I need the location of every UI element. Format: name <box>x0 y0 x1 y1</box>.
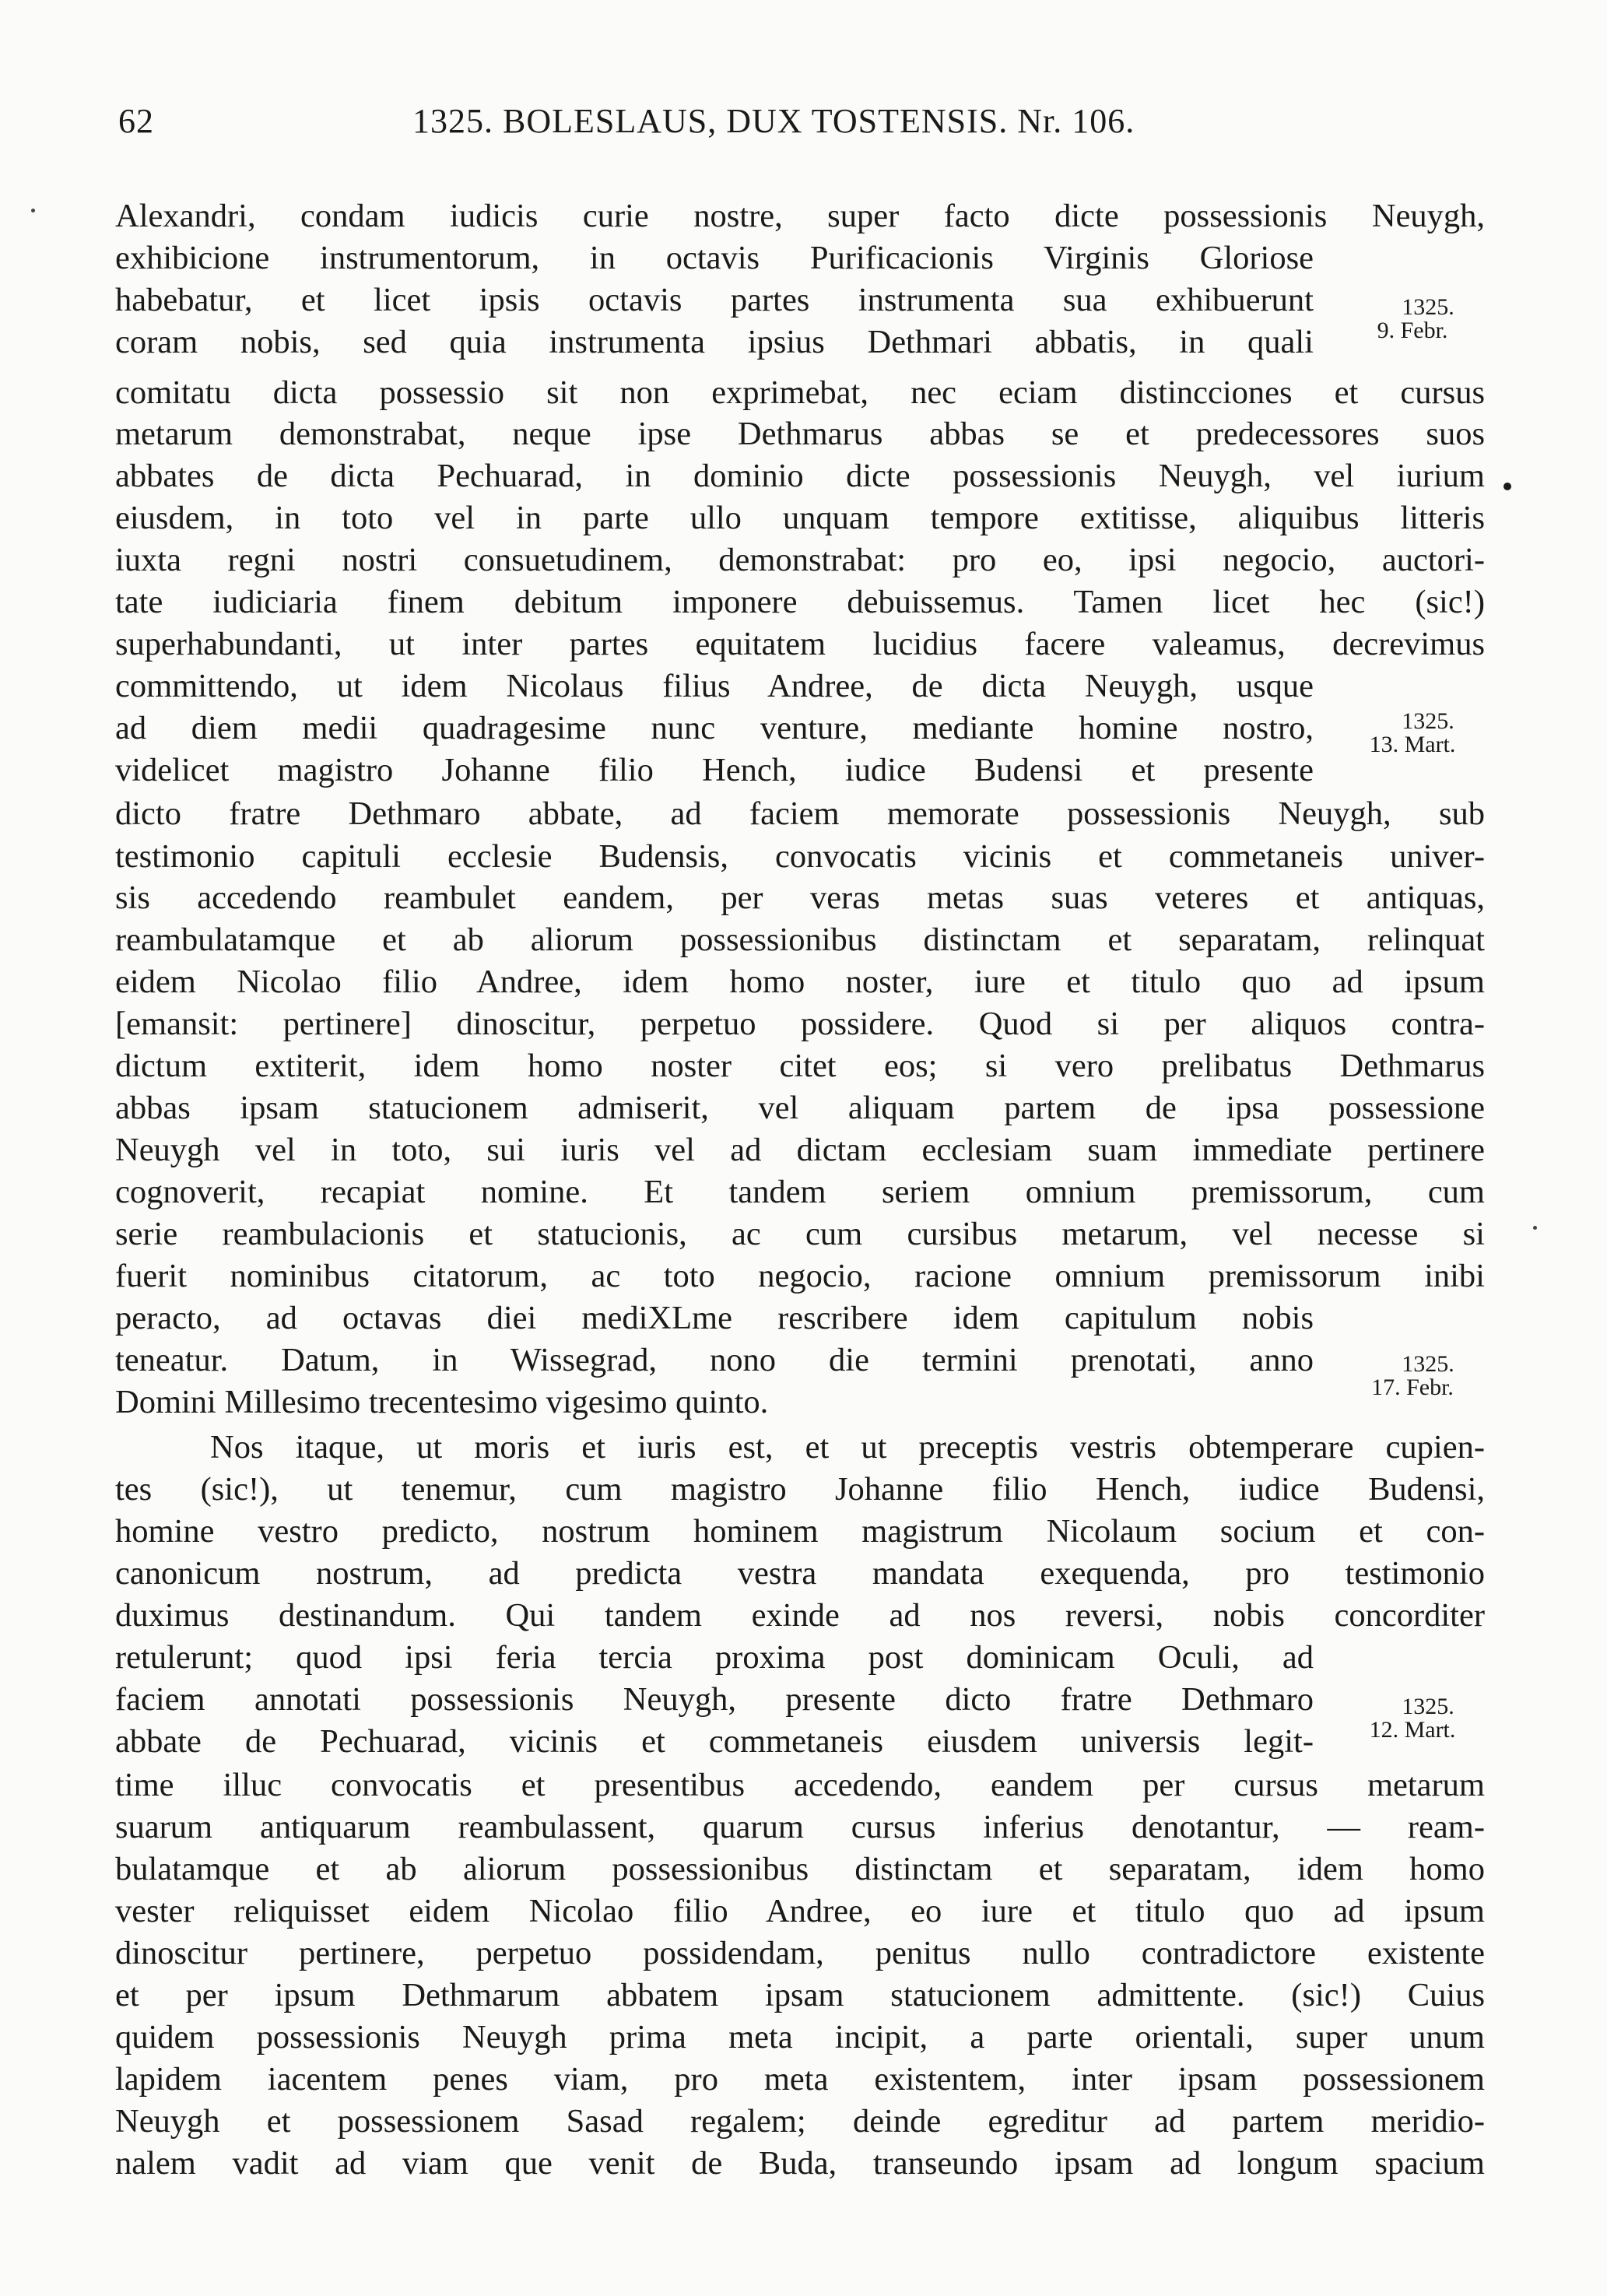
text-line: habebatur, et licet ipsis octavis partes instrumenta sua exhibuerunt <box>115 282 1314 318</box>
text-line: dictum extiterit, idem homo noster citet eos; si vero prelibatus Dethmarus <box>115 1048 1485 1084</box>
margin-date-note <box>1339 296 1486 342</box>
text-line: tate iudiciaria finem debitum imponere debuissemus. Tamen licet hec (sic!) <box>115 584 1485 620</box>
text-line: superhabundanti, ut inter partes equitatem lucidius facere valeamus, decrevimus <box>115 626 1485 662</box>
text-line: metarum demonstrabat, neque ipse Dethmarus abbas se et predecessores suos <box>115 416 1485 452</box>
text-line: abbas ipsam statucionem admiserit, vel aliquam partem de ipsa possessione <box>115 1090 1485 1126</box>
text-line: Domini Millesimo trecentesimo vigesimo quinto. <box>115 1384 769 1420</box>
text-line: bulatamque et ab aliorum possessionibus distinctam et separatam, idem homo <box>115 1851 1485 1887</box>
text-line: duximus destinandum. Qui tandem exinde ad nos reversi, nobis concorditer <box>115 1597 1485 1634</box>
text-line: [emansit: pertinere] dinoscitur, perpetuo possidere. Quod si per aliquos contra- <box>115 1006 1485 1042</box>
text-line: teneatur. Datum, in Wissegrad, nono die termini prenotati, anno <box>115 1342 1314 1378</box>
paper-speck <box>31 209 35 212</box>
text-line: testimonio capituli ecclesie Budensis, convocatis vicinis et commetaneis univer- <box>115 838 1485 875</box>
text-line: quidem possessionis Neuygh prima meta incipit, a parte orientali, super unum <box>115 2019 1485 2056</box>
text-line: nalem vadit ad viam que venit de Buda, transeundo ipsam ad longum spacium <box>115 2145 1485 2182</box>
margin-date-note <box>1339 710 1486 757</box>
text-line: committendo, ut idem Nicolaus filius Andree, de dicta Neuygh, usque <box>115 668 1314 704</box>
text-line: serie reambulacionis et statucionis, ac cum cursibus metarum, vel necesse si <box>115 1216 1485 1252</box>
margin-date-note <box>1339 1353 1486 1399</box>
text-line: Alexandri, condam iudicis curie nostre, super facto dicte possessionis Neuygh, <box>115 198 1485 234</box>
text-line: iuxta regni nostri consuetudinem, demonstrabat: pro eo, ipsi negocio, auctori- <box>115 542 1485 578</box>
margin-year: 1325. <box>1402 1351 1454 1377</box>
paper-speck <box>1533 1226 1537 1230</box>
text-line: eidem Nicolao filio Andree, idem homo noster, iure et titulo quo ad ipsum <box>115 964 1485 1000</box>
text-line: reambulatamque et ab aliorum possessionibus distinctam et separatam, relinquat <box>115 922 1485 958</box>
text-line: videlicet magistro Johanne filio Hench, iudice Budensi et presente <box>115 752 1314 788</box>
text-line: vester reliquisset eidem Nicolao filio Andree, eo iure et titulo quo ad ipsum <box>115 1893 1485 1929</box>
text-line: dicto fratre Dethmaro abbate, ad faciem memorate possessionis Neuygh, sub <box>115 795 1485 832</box>
text-line: canonicum nostrum, ad predicta vestra mandata exequenda, pro testimonio <box>115 1555 1485 1592</box>
text-line: time illuc convocatis et presentibus accedendo, eandem per cursus metarum <box>115 1767 1485 1803</box>
text-line: cognoverit, recapiat nomine. Et tandem seriem omnium premissorum, cum <box>115 1174 1485 1210</box>
text-line: lapidem iacentem penes viam, pro meta existentem, inter ipsam possessionem <box>115 2061 1485 2098</box>
text-line: faciem annotati possessionis Neuygh, presente dicto fratre Dethmaro <box>115 1681 1314 1718</box>
text-line: sis accedendo reambulet eandem, per veras metas suas veteres et antiquas, <box>115 879 1485 916</box>
text-line: comitatu dicta possessio sit non exprimebat, nec eciam distincciones et cursus <box>115 374 1485 411</box>
text-line: fuerit nominibus citatorum, ac toto negocio, racione omnium premissorum inibi <box>115 1258 1485 1294</box>
text-line: eiusdem, in toto vel in parte ullo unquam tempore extitisse, aliquibus litteris <box>115 500 1485 536</box>
text-line: et per ipsum Dethmarum abbatem ipsam statucionem admittente. (sic!) Cuius <box>115 1977 1485 2013</box>
text-line: suarum antiquarum reambulassent, quarum cursus inferius denotantur, — ream- <box>115 1809 1485 1845</box>
text-line: tes (sic!), ut tenemur, cum magistro Johanne filio Hench, iudice Budensi, <box>115 1471 1485 1508</box>
text-line: abbates de dicta Pechuarad, in dominio dicte possessionis Neuygh, vel iurium <box>115 458 1485 494</box>
page-number: 62 <box>118 102 154 140</box>
margin-date: 12. Mart. <box>1369 1717 1456 1743</box>
running-title: 1325. BOLESLAUS, DUX TOSTENSIS. Nr. 106. <box>412 102 1135 140</box>
margin-year: 1325. <box>1402 708 1454 734</box>
margin-date: 9. Febr. <box>1377 318 1448 343</box>
text-line: homine vestro predicto, nostrum hominem magistrum Nicolaum socium et con- <box>115 1513 1485 1550</box>
margin-date-note <box>1339 1695 1486 1742</box>
text-line: Nos itaque, ut moris et iuris est, et ut preceptis vestris obtemperare cupien- <box>210 1429 1485 1466</box>
margin-year: 1325. <box>1402 1694 1454 1719</box>
text-line: dinoscitur pertinere, perpetuo possidendam, penitus nullo contradictore existente <box>115 1935 1485 1971</box>
margin-date: 13. Mart. <box>1369 732 1456 757</box>
margin-year: 1325. <box>1402 294 1454 320</box>
text-line: Neuygh vel in toto, sui iuris vel ad dictam ecclesiam suam immediate pertinere <box>115 1132 1485 1168</box>
margin-date: 17. Febr. <box>1371 1374 1454 1400</box>
ink-dot-mark <box>1503 483 1511 490</box>
text-line: Neuygh et possessionem Sasad regalem; deinde egreditur ad partem meridio- <box>115 2103 1485 2140</box>
text-line: coram nobis, sed quia instrumenta ipsius Dethmari abbatis, in quali <box>115 324 1314 360</box>
text-line: exhibicione instrumentorum, in octavis Purificacionis Virginis Gloriose <box>115 240 1314 276</box>
text-line: abbate de Pechuarad, vicinis et commetaneis eiusdem universis legit- <box>115 1723 1314 1760</box>
text-line: ad diem medii quadragesime nunc venture, mediante homine nostro, <box>115 710 1314 746</box>
text-line: retulerunt; quod ipsi feria tercia proxima post dominicam Oculi, ad <box>115 1639 1314 1676</box>
text-line: peracto, ad octavas diei mediXLme rescribere idem capitulum nobis <box>115 1300 1314 1336</box>
